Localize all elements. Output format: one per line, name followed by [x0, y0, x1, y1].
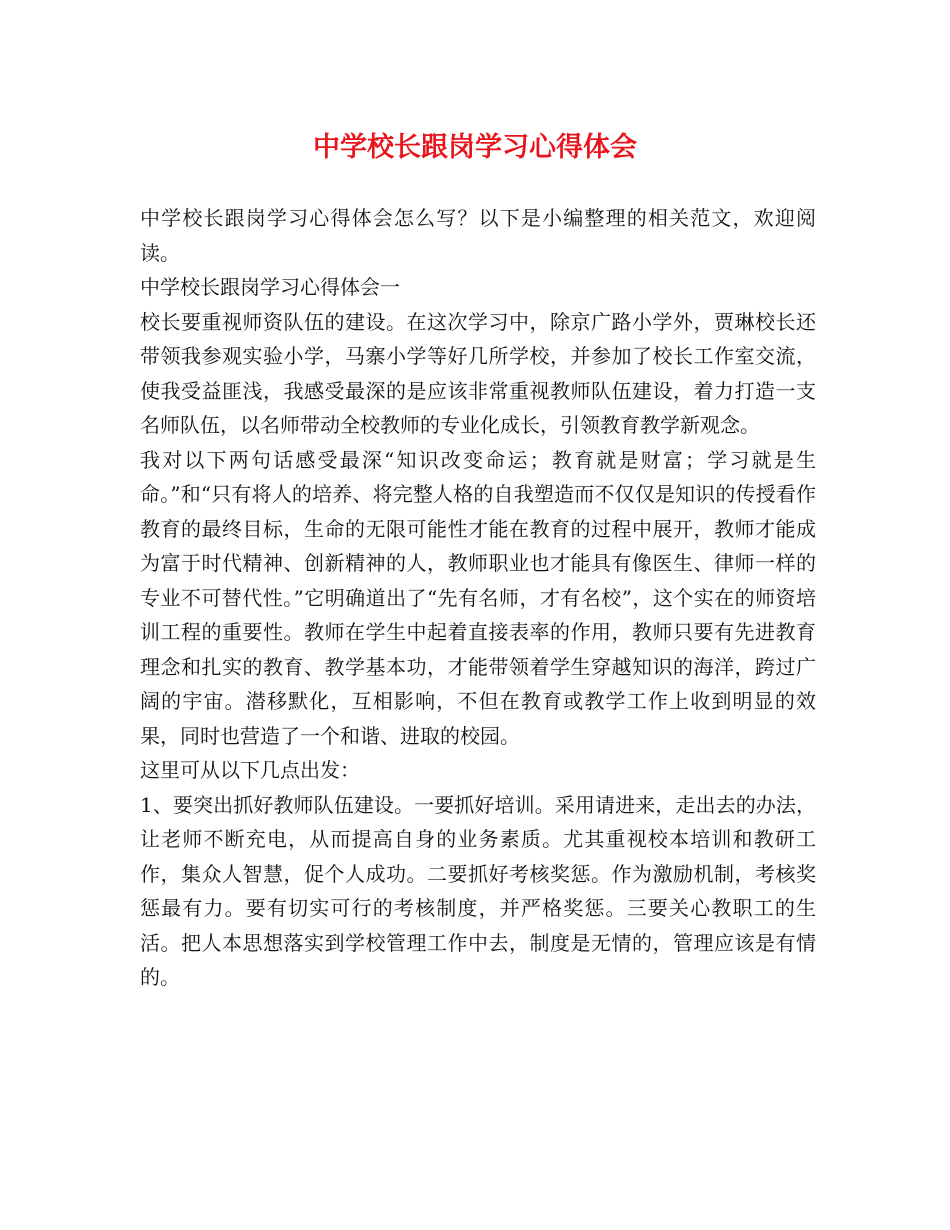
- paragraph-section-heading: 中学校长跟岗学习心得体会一: [140, 275, 400, 299]
- paragraph-quotes: 我对以下两句话感受最深“知识改变命运；教育就是财富；学习就是生命。”和“只有将人的培养、将完整人格的自我塑造而不仅仅是知识的传授看作教育的最终目标，生命的无限可能性才能在教育的过程中展开，教师才能成为富于时代精神、创新精神的人，教师职业也才能具有像医生、律师一样的专业不可替代性。”它明确道出了“先有名师，才有名校”，这个实在的师资培训工程的重要性。教师在学生中起着直接表率的作用，教师只要有先进教育理念和扎实的教育、教学基本功，才能带领着学生穿越知识的海洋，跨过广阔的宇宙。潜移默化，互相影响，不但在教育或教学工作上收到明显的效果，同时也营造了一个和谐、进取的校园。: [140, 447, 816, 748]
- paragraph-teacher-team: 校长要重视师资队伍的建设。在这次学习中，除京广路小学外，贾琳校长还带领我参观实验小学，马寨小学等好几所学校，并参加了校长工作室交流，使我受益匪浅，我感受最深的是应该非常重视教师队伍建设，着力打造一支名师队伍，以名师带动全校教师的专业化成长，引领教育教学新观念。: [140, 309, 816, 437]
- paragraph-point-1: 1、要突出抓好教师队伍建设。一要抓好培训。采用请进来，走出去的办法，让老师不断充电，从而提高自身的业务素质。尤其重视校本培训和教研工作，集众人智慧，促个人成功。二要抓好考核奖惩。作为激励机制，考核奖惩最有力。要有切实可行的考核制度，并严格奖惩。三要关心教职工的生活。把人本思想落实到学校管理工作中去，制度是无情的，管理应该是有情的。: [140, 792, 816, 989]
- document-body: [140, 201, 816, 995]
- document-title: 中学校长跟岗学习心得体会: [313, 132, 637, 163]
- paragraph-points-intro: 这里可从以下几点出发：: [140, 758, 360, 782]
- paragraph-intro: 中学校长跟岗学习心得体会怎么写？以下是小编整理的相关范文，欢迎阅读。: [140, 206, 816, 265]
